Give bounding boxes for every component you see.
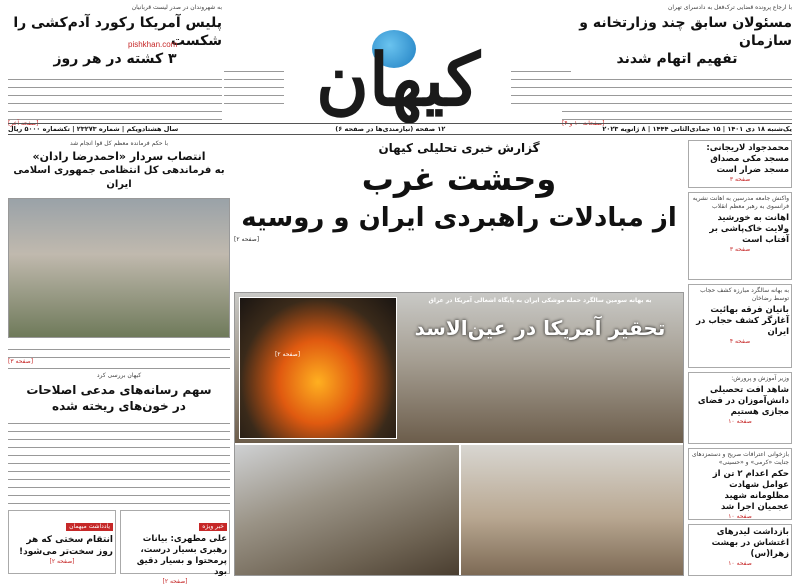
main-story xyxy=(234,140,684,290)
left-box-2-label: خبر ویژه xyxy=(199,523,227,531)
top-right-kicker: با ارجاع پرونده قضایی ترک‌فعل به دادسرای تهران xyxy=(667,4,792,11)
photo-story xyxy=(234,292,684,576)
masthead-filler-left xyxy=(224,64,284,112)
right-item-5-headline: حکم اعدام ۲ تن از عوامل شهادت مظلومانه شهید عجمیان اجرا شد xyxy=(712,469,789,512)
left-headline-2: به فرماندهی کل انتظامی جمهوری اسلامی ایران xyxy=(13,165,225,190)
masthead-filler-right xyxy=(511,64,571,112)
left-story2-kicker: کیهان بررسی کرد xyxy=(96,372,142,379)
top-left-kicker: به شهروندان در صدر لیست قربانیان xyxy=(131,4,222,11)
left-box-2-pageref: [صفحه ۲] xyxy=(162,578,188,585)
left-box-2 xyxy=(120,510,230,585)
dateline-bar xyxy=(8,123,792,135)
right-item-5 xyxy=(688,448,792,520)
right-item-1-headline: محمدجواد لاریجانی: مسجد مکی مصداق مسجد ضرار است xyxy=(706,143,789,175)
watermark: pishkhan.com xyxy=(128,40,178,49)
right-item-2-pageref: صفحه ۳ xyxy=(729,246,751,253)
left-box-1-pageref: [صفحه ۲] xyxy=(49,558,75,565)
right-item-3-kicker: به بهانه سالگرد مبارزه کشف حجاب توسط رضاخان xyxy=(700,287,789,302)
right-column xyxy=(688,140,792,576)
top-right-headline-2: تفهیم اتهام شدند xyxy=(616,51,738,67)
right-item-2 xyxy=(688,192,792,280)
right-item-6-pageref: صفحه ۱۰ xyxy=(728,560,752,567)
issue-info: ۱۲ صفحه (نیازمندی‌ها در صفحه ۶) xyxy=(335,125,446,133)
photo-headline: تحقیر آمریکا در عین‌الاسد xyxy=(414,316,666,340)
left-box-1-headline: انتقام سختی که هر روز سخت‌تر می‌شود! xyxy=(19,535,113,557)
right-item-6-headline: بازداشت لیدرهای اغتشاش در بهشت زهرا(س) xyxy=(711,527,789,559)
right-item-4-kicker: وزیر آموزش و پرورش: xyxy=(731,375,789,382)
left-box-1-label: یادداشت میهمان xyxy=(66,523,113,531)
right-item-6 xyxy=(688,524,792,576)
photo-pageref: [صفحه ۲] xyxy=(275,351,301,358)
left-photo-caption xyxy=(8,342,230,358)
left-column xyxy=(8,140,230,585)
masthead xyxy=(8,0,792,127)
top-left-pageref: [صفحه آخر] xyxy=(8,120,39,127)
top-right-pageref: [صفحات ۱۰ و ۴] xyxy=(562,120,605,127)
left-photo xyxy=(8,198,230,338)
left-box-2-headline: علی مطهری: بیانات رهبری بسیار درست، پرمحتوا و بسیار دقیق بود xyxy=(136,534,227,577)
photo-bottom-left xyxy=(235,445,459,575)
right-item-3 xyxy=(688,284,792,368)
top-left-headline-2: ۳ کشته در هر روز xyxy=(53,51,177,67)
right-item-4-pageref: صفحه ۱۰ xyxy=(728,418,752,425)
edition-info: سال هشتادویکم | شماره ۲۳۲۷۳ | تکشماره ۵۰۰۰ ریال xyxy=(8,125,179,133)
main-pageref: [صفحه ۲] xyxy=(234,236,260,243)
right-item-4 xyxy=(688,372,792,444)
logo-text: کیهان xyxy=(315,37,480,122)
left-story2-headline-2: در خون‌های ریخته شده xyxy=(52,399,186,413)
left-pageref: [صفحه ۳] xyxy=(8,358,34,365)
left-story2-headline: سهم رسانه‌های مدعی اصلاحات xyxy=(26,383,212,397)
top-left-headline: پلیس آمریکا رکورد آدم‌کشی را شکست xyxy=(13,15,222,49)
main-kicker: گزارش خبری تحلیلی کیهان xyxy=(378,141,540,155)
right-item-2-headline: اهانت به خورشید ولایت خاک‌پاشی بر آفتاب است xyxy=(709,213,789,245)
logo xyxy=(288,20,508,120)
left-kicker: با حکم فرمانده معظم کل قوا انجام شد xyxy=(69,140,169,147)
left-story2-body xyxy=(8,416,230,504)
top-right-body-text xyxy=(562,72,792,120)
left-headline: انتصاب سردار «احمدرضا رادان» xyxy=(32,150,206,163)
right-item-5-kicker: بازخوانی اعترافات صریح و دستمزدهای جنایت «کرمی» و «حسینی» xyxy=(691,451,789,466)
top-left-body-text xyxy=(8,72,222,120)
photo-caption-top: به بهانه سومین سالگرد حمله موشکی ایران به پایگاه اشغالی آمریکا در عراق xyxy=(428,297,652,304)
right-item-1 xyxy=(688,140,792,188)
right-item-1-pageref: صفحه ۳ xyxy=(729,176,751,183)
photo-bottom-right xyxy=(461,445,683,575)
main-headline: وحشت غرب xyxy=(361,160,557,198)
right-item-2-kicker: واکنش جامعه مدرسین به اهانت نشریه فرانسوی به رهبر معظم انقلاب xyxy=(692,195,789,210)
top-right-story xyxy=(562,4,792,127)
right-item-4-headline: شاهد افت تحصیلی دانش‌آموزان در فضای مجازی هستیم xyxy=(697,385,789,417)
photo-fire xyxy=(239,297,397,439)
right-item-5-pageref: صفحه ۱۰ xyxy=(728,513,752,520)
top-right-headline: مسئولان سابق چند وزارتخانه و سازمان xyxy=(579,15,792,49)
left-box-1 xyxy=(8,510,116,574)
dateline: یک‌شنبه ۱۸ دی ۱۴۰۱ | ۱۵ جمادی‌الثانی ۱۴۴۴ | ۸ ژانویه ۲۰۲۳ xyxy=(602,125,792,133)
right-item-3-headline: بانیان فرقه بهائیت آغازگر کشف حجاب در ایران xyxy=(696,305,789,337)
right-item-3-pageref: صفحه ۴ xyxy=(729,338,751,345)
main-headline-2: از مبادلات راهبردی ایران و روسیه xyxy=(241,203,677,233)
top-left-story xyxy=(8,4,222,127)
